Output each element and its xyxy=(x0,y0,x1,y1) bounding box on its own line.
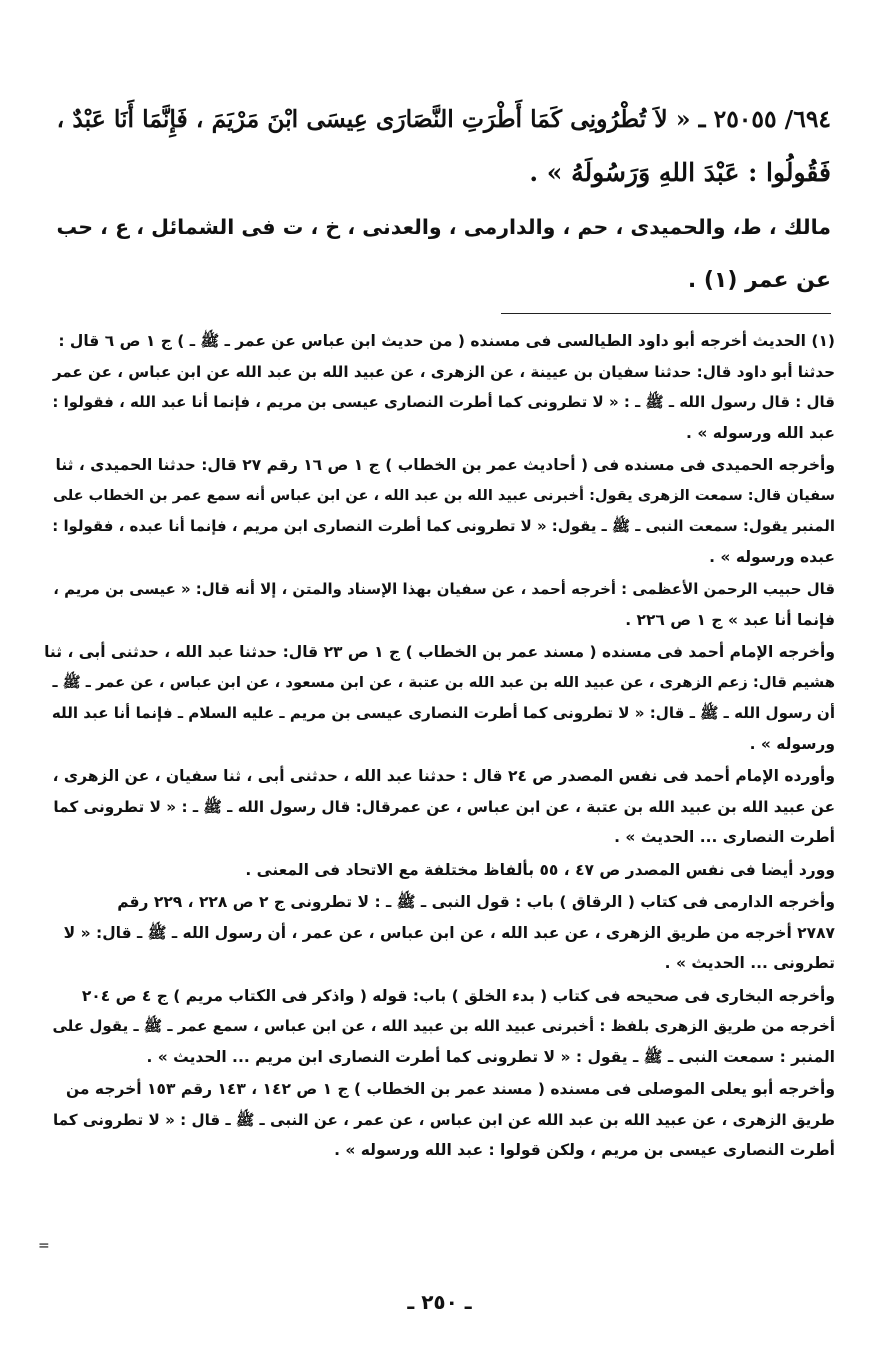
hadith-text-line-2: فَقُولُوا : عَبْدَ اللهِ وَرَسُولَهُ » . xyxy=(529,158,831,187)
footnote-paragraph xyxy=(44,1074,835,1166)
footnote-line: فإنما أنا عبد » ج ١ ص ٢٢٦ . xyxy=(625,610,835,629)
footnote-line: حدثنا أبو داود قال: حدثنا سفيان بن عيينة ، عن الزهرى ، عن عبيد الله بن عبد الله عن ابن عباس ، عن عمر xyxy=(52,362,835,381)
footnote-line: قال حبيب الرحمن الأعظمى : أخرجه أحمد ، عن سفيان بهذا الإسناد والمتن ، إلا أنه قال: « عيسى بن مريم ، xyxy=(53,580,835,598)
continuation-mark: = xyxy=(38,1238,50,1254)
footnote-line: تطرونى ... الحديث » . xyxy=(664,954,835,972)
hadith-text-line-1: ٦٩٤/ ٢٥٠٥٥ ـ « لاَ تُطْرُونِى كَمَا أَطْرَتِ النَّصَارَى عِيسَى ابْنَ مَرْيَمَ ، فَإِنَّمَا أَنَا عَبْدٌ ، xyxy=(56,105,831,133)
footnote-line: المنبر يقول: سمعت النبى ـ ﷺ ـ يقول: « لا تطرونى كما أطرت النصارى ابن مريم ، فإنما أنا عبده ، فقولوا : xyxy=(52,517,835,535)
footnote-paragraph xyxy=(44,887,835,979)
footnote-line: وأخرجه الإمام أحمد فى مسنده ( مسند عمر بن الخطاب ) ج ١ ص ٢٣ قال: حدثنا عبد الله ، حدثنى أبى ، ثنا xyxy=(44,643,835,661)
hadith-sources-line-1: مالك ، ط، والحميدى ، حم ، والدارمى ، والعدنى ، خ ، ت فى الشمائل ، ع ، حب xyxy=(56,215,831,239)
footnote-line: ورسوله » . xyxy=(749,734,835,753)
footnote-line: وورد أيضا فى نفس المصدر ص ٤٧ ، ٥٥ بألفاظ مختلفة مع الاتحاد فى المعنى . xyxy=(245,860,835,879)
footnote-line: ٢٧٨٧ أخرجه من طريق الزهرى ، عن عبد الله ، عن ابن عباس ، عن عمر ، أن رسول الله ـ ﷺ ـ قال: « لا xyxy=(63,923,835,942)
footnote-line: وأخرجه الحميدى فى مسنده فى ( أحاديث عمر بن الخطاب ) ج ١ ص ١٦ رقم ٢٧ قال: حدثنا الحميدى ، ثنا xyxy=(55,456,835,474)
footnote-paragraph xyxy=(44,637,835,759)
footnote-paragraph xyxy=(44,855,835,886)
footnote-paragraph xyxy=(44,326,835,448)
footnote-line: سفيان قال: سمعت الزهرى يقول: أخبرنى عبيد الله بن عبد الله ، عن ابن عباس أنه سمع عمر بن الخطاب على xyxy=(52,486,835,504)
footnote-paragraph xyxy=(44,574,835,635)
footnote-line: أن رسول الله ـ ﷺ ـ قال: « لا تطرونى كما أطرت النصارى عيسى بن مريم ـ عليه السلام ـ فإنما أنا عبد الله xyxy=(51,704,835,722)
footnote-line: قال : قال رسول الله ـ ﷺ ـ : « لا تطرونى كما أطرت النصارى عيسى بن مريم ، فإنما أنا عبد الله ، فقولوا : xyxy=(52,393,835,411)
footnote-paragraph xyxy=(44,761,835,853)
footnote-line: عبده ورسوله » . xyxy=(709,547,835,566)
footnote-line: هشيم قال: زعم الزهرى ، عن عبيد الله بن عبد الله بن عتبة ، عن ابن مسعود ، عن ابن عباس ، عن عمر ـ ﷺ ـ xyxy=(52,673,835,691)
footnote-line: (١) الحديث أخرجه أبو داود الطيالسى فى مسنده ( من حديث ابن عباس عن عمر ـ ﷺ ـ ) ج ١ ص ٦ قال : xyxy=(58,332,835,350)
footnote-paragraph xyxy=(44,981,835,1073)
page-number: ـ ٢٥٠ ـ xyxy=(407,1290,472,1314)
footnote-line: وأخرجه الدارمى فى كتاب ( الرقاق ) باب : قول النبى ـ ﷺ ـ : لا تطرونى ج ٢ ص ٢٢٨ ، ٢٢٩ رقم xyxy=(117,893,835,911)
footnote-line: المنبر : سمعت النبى ـ ﷺ ـ يقول : « لا تطرونى كما أطرت النصارى ابن مريم ... الحديث » . xyxy=(146,1047,835,1066)
footnotes-block xyxy=(44,326,835,1168)
footnote-separator xyxy=(501,313,831,314)
footnote-line: وأخرجه البخارى فى صحيحه فى كتاب ( بدء الخلق ) باب: قوله ( واذكر فى الكتاب مريم ) ج ٤ ص ٢٠٤ xyxy=(81,986,835,1005)
footnote-paragraph xyxy=(44,450,835,572)
footnote-line: أطرت النصارى عيسى بن مريم ، ولكن قولوا : عبد الله ورسوله » . xyxy=(334,1141,835,1159)
footnote-line: طريق الزهرى ، عن عبيد الله بن عبد الله عن ابن عباس ، عن عمر ، عن النبى ـ ﷺ ـ قال : « لا تطرونى كما xyxy=(52,1110,835,1129)
hadith-block xyxy=(48,92,831,308)
footnote-line: عن عبيد الله بن عبيد الله بن عتبة ، عن ابن عباس ، عن عمرقال: قال رسول الله ـ ﷺ ـ : « لا تطرونى كما xyxy=(53,797,835,816)
footnote-line: أطرت النصارى ... الحديث » . xyxy=(614,828,835,846)
footnote-line: عبد الله ورسوله » . xyxy=(686,423,835,442)
footnote-line: وأخرجه أبو يعلى الموصلى فى مسنده ( مسند عمر بن الخطاب ) ج ١ ص ١٤٢ ، ١٤٣ رقم ١٥٣ أخرجه من xyxy=(65,1080,835,1098)
hadith-sources-line-2: عن عمر (١) . xyxy=(687,268,831,293)
footnote-line: وأورده الإمام أحمد فى نفس المصدر ص ٢٤ قال : حدثنا عبد الله ، حدثنى أبى ، ثنا سفيان ، عن الزهرى ، xyxy=(52,767,835,785)
footnote-line: أخرجه من طريق الزهرى بلفظ : أخبرنى عبيد الله بن عبيد الله ، عن ابن عباس ، سمع عمر ـ ﷺ ـ يقول على xyxy=(52,1017,835,1035)
